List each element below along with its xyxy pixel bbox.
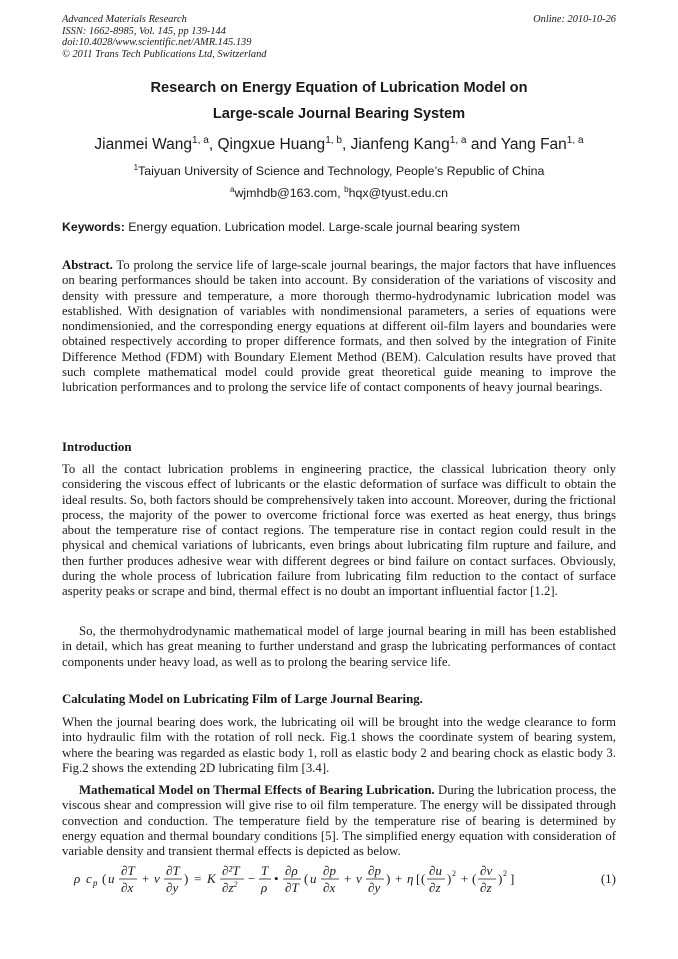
eq-x: x xyxy=(329,880,336,895)
eq-partial: ∂ xyxy=(429,880,436,895)
issn: ISSN: 1662-8985, Vol. 145, pp 139-144 xyxy=(62,25,226,37)
energy-equation-formula xyxy=(62,862,582,896)
eq-rho: ρ xyxy=(291,863,298,878)
author-sep: , xyxy=(208,136,218,153)
calc-paragraph-1: When the journal bearing does work, the lubricating oil will be brought into the wedge clearance to form into hydraulic film with the rotation of roll neck. Fig.1 shows the coordinate system of bearing system, where the bearing was regarded as elastic body 1, roll as elastic body 2 and bearing chock as elastic body 3. Fig.2 shows the extending 2D lubricating film [3.4]. xyxy=(62,715,616,775)
eq-plus: + xyxy=(344,871,352,886)
eq-partial: ∂ xyxy=(368,863,375,878)
journal-header xyxy=(62,14,266,60)
eq-dz2-den xyxy=(222,880,238,895)
abstract-text: To prolong the service life of large-scale journal bearings, the major factors that have influences on bearing performances should be taken into account. By consideration of the variations of viscosity and density with pressure and temperature, a more thorough thermo-hydrodynamic lubrication model was established. With designation of variables with nondimensional parameters, a series of equations were nondimensionied, and the corresponding energy equations at different oil-film layers and boundaries were obtained respectively according to proper difference formats, and then solved by the integration of Finite Difference Method (FDM) with Boundary Element Method (BEM). Calculation results have proved that such complete mathematical model could provide great theoretical guide meaning to improve the lubrication performances and to prolong the service life of contact components of heavy journal bearings. xyxy=(62,258,616,395)
eq-plus: + xyxy=(142,871,150,886)
eq-partial: ∂ xyxy=(121,863,128,878)
paper-title-line-2: Large-scale Journal Bearing System xyxy=(212,106,466,122)
eq-T-num: T xyxy=(261,863,269,878)
eq-T: T xyxy=(172,863,180,878)
eq-du-num xyxy=(429,863,442,878)
author-sep: , xyxy=(341,136,351,153)
eq-partial: ∂ xyxy=(166,863,173,878)
abstract xyxy=(62,258,616,396)
author-sep: and xyxy=(466,136,501,153)
eq-v: v xyxy=(356,871,362,886)
calc-paragraph-2-text: During the lubrication process, the viscous shear and compression will give rise to oil film temperature. The energy will be dissipated through convection and conduction. The temperature field by the temperature rise of bearing is determined by energy equation and thermal boundary conditions [5]. The simplified energy equation with consideration of variable density and transient thermal effects is depicted as below. xyxy=(62,783,616,859)
eq-rho: ρ xyxy=(74,871,81,886)
keywords-label: Keywords: xyxy=(62,220,125,234)
eq-u: u xyxy=(108,871,115,886)
eq-rparen: ) xyxy=(184,871,189,886)
eq-dp-num xyxy=(323,863,336,878)
copyright: © 2011 Trans Tech Publications Ltd, Switzerland xyxy=(62,48,267,60)
email-sep: , xyxy=(337,186,345,200)
eq-plus: + xyxy=(461,871,469,886)
eq-T: T xyxy=(291,880,299,895)
eq-c: c xyxy=(86,871,92,886)
eq-partial: ∂ xyxy=(285,880,292,895)
keywords xyxy=(62,220,520,234)
eq-rbrack: ] xyxy=(510,871,515,886)
author-name: Jianfeng Kang xyxy=(350,136,450,153)
eq-partial: ∂ xyxy=(285,863,292,878)
affiliation-sup: 1 xyxy=(133,162,139,172)
emails xyxy=(62,186,616,200)
email-sup-a: a xyxy=(229,184,235,194)
eq-x: x xyxy=(127,880,134,895)
author-name: Yang Fan xyxy=(500,136,567,153)
author-sup: 1, a xyxy=(192,134,209,146)
eq-lparen: ( xyxy=(102,871,107,886)
eq-dy-den xyxy=(368,880,380,895)
eq-drho-num xyxy=(285,863,298,878)
eq-sq: 2 xyxy=(503,869,507,878)
doi: doi:10.4028/www.scientific.net/AMR.145.139 xyxy=(62,37,252,49)
eq-y: y xyxy=(374,880,381,895)
eq-dot: • xyxy=(274,871,279,886)
author-sup: 1, a xyxy=(566,134,584,146)
eq-lparen: ( xyxy=(304,871,309,886)
eq-dT-num xyxy=(121,863,135,878)
author-name: Jianmei Wang xyxy=(94,136,193,153)
eq-partial: ∂ xyxy=(166,880,173,895)
eq-z: z xyxy=(435,880,441,895)
email-sup-b: b xyxy=(344,184,349,194)
eq-dz-den xyxy=(480,880,492,895)
eq-p: p xyxy=(374,863,381,878)
eq-rparen: ) xyxy=(386,871,391,886)
equation-number: (1) xyxy=(600,871,616,886)
eq-dy-den xyxy=(166,880,178,895)
energy-equation xyxy=(62,862,616,896)
keywords-text: Energy equation. Lubrication model. Large-scale journal bearing system xyxy=(124,220,520,234)
calc-paragraph-2 xyxy=(62,783,616,859)
eq-equals: = xyxy=(194,871,202,886)
eq-partial: ∂ xyxy=(121,880,128,895)
eq-partial: ∂ xyxy=(429,863,436,878)
eq-T: T xyxy=(127,863,135,878)
author-sup: 1, b xyxy=(325,134,342,146)
eq-dp-num xyxy=(368,863,381,878)
eq-T: T xyxy=(232,863,240,878)
eq-minus: − xyxy=(248,871,256,886)
eq-z: z xyxy=(486,880,492,895)
eq-rparen: ) xyxy=(447,871,452,886)
eq-p-subscript: p xyxy=(93,878,98,888)
eq-partial: ∂ xyxy=(323,880,330,895)
eq-p: p xyxy=(329,863,336,878)
eq-rparen: ) xyxy=(498,871,503,886)
email-a[interactable]: wjmhdb@163.com xyxy=(234,186,338,200)
eq-dz-den xyxy=(429,880,441,895)
introduction-paragraph-2: So, the thermohydrodynamic mathematical model of large journal bearing in mill has been established in detail, which has great meaning to further understand and grasp the lubricating performances of contact components under heavy load, as well as to prolong the bearing service life. xyxy=(62,624,616,669)
calc-paragraph-2-label: Mathematical Model on Thermal Effects of Bearing Lubrication. xyxy=(79,783,435,797)
affiliation xyxy=(62,164,616,178)
eq-dv-num xyxy=(480,863,492,878)
author-sup: 1, a xyxy=(449,134,467,146)
affiliation-text: Taiyuan University of Science and Technology, People’s Republic of China xyxy=(138,164,545,178)
introduction-heading: Introduction xyxy=(62,440,132,454)
eq-plus: + xyxy=(395,871,403,886)
eq-v: v xyxy=(154,871,160,886)
eq-partial2: ∂² xyxy=(222,863,233,878)
eq-rho-den: ρ xyxy=(261,880,268,895)
journal-name: Advanced Materials Research xyxy=(62,14,187,25)
eq-v: v xyxy=(486,863,493,878)
eq-partial: ∂ xyxy=(323,863,330,878)
eq-partial: ∂ xyxy=(480,863,487,878)
author-list xyxy=(62,136,616,154)
abstract-label: Abstract. xyxy=(62,258,113,272)
eq-z: z xyxy=(228,880,234,895)
author-name: Qingxue Huang xyxy=(217,136,326,153)
eq-partial: ∂ xyxy=(368,880,375,895)
eq-dT-den xyxy=(285,880,299,895)
eq-y: y xyxy=(172,880,179,895)
eq-d2T-num xyxy=(222,863,240,878)
online-date: Online: 2010-10-26 xyxy=(533,14,616,25)
eq-sq: 2 xyxy=(452,869,456,878)
eq-lbrack: [ xyxy=(416,871,421,886)
calc-heading: Calculating Model on Lubricating Film of Large Journal Bearing. xyxy=(62,692,423,706)
eq-lparen: ( xyxy=(421,871,426,886)
paper-title-line-1: Research on Energy Equation of Lubrication Model on xyxy=(150,80,528,96)
introduction-paragraph-1: To all the contact lubrication problems in engineering practice, the classical lubrication theory only considering the viscous effect of lubricants or the elastic deformation of surface was difficult to obtain the ideal results. So, both factors should be comprehensively taken into account. Moreover, during the frictional process, the majority of the power to overcome frictional force was exerted as heat energy, thus brings about the temperature rise of contact regions. The temperature rise in contact region could result in the physical and chemical variations of lubricants, even brings about lubricating film rupture and failure, and then further produces adhesive wear with different degrees or bind failure on contact surfaces. Obviously, during the whole process of lubrication failure from lubricating film reduction to the contact of surface asperity peaks or scrape and bind, thermal effect is no doubt an important influential factor [1.2]. xyxy=(62,462,616,599)
eq-K: K xyxy=(207,871,216,886)
eq-partial: ∂ xyxy=(480,880,487,895)
eq-lparen: ( xyxy=(472,871,477,886)
email-b[interactable]: hqx@tyust.edu.cn xyxy=(348,186,449,200)
eq-eta: η xyxy=(407,871,414,886)
eq-dx-den xyxy=(121,880,133,895)
eq-u: u xyxy=(310,871,317,886)
eq-dx-den xyxy=(323,880,335,895)
eq-partial: ∂ xyxy=(222,880,229,895)
eq-sq: 2 xyxy=(233,880,238,889)
eq-u: u xyxy=(435,863,442,878)
eq-dT-num xyxy=(166,863,180,878)
